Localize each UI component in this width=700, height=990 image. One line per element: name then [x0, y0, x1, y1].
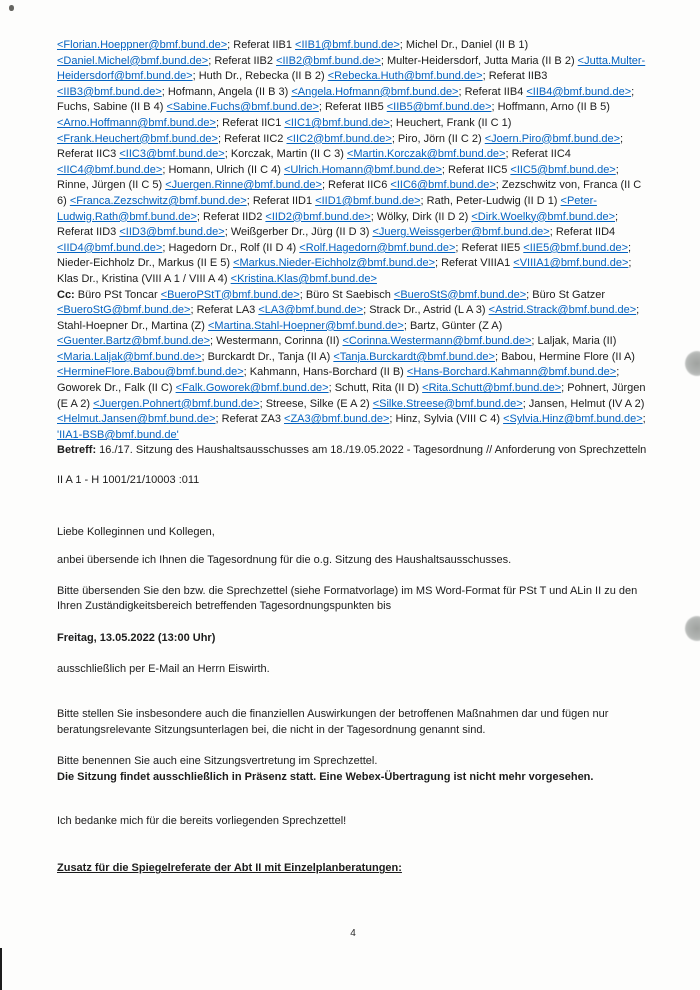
email-link[interactable]: <Sabine.Fuchs@bmf.bund.de> [166, 101, 319, 114]
email-link[interactable]: <Hans-Borchard.Kahmann@bmf.bund.de> [406, 366, 617, 379]
salutation: Liebe Kolleginnen und Kollegen, [57, 525, 215, 538]
cc-line [57, 288, 649, 444]
paragraph-vertretung: Bitte benennen Sie auch eine Sitzungsvertretung im Sprechzettel. [57, 755, 378, 768]
reference-number: II A 1 - H 1001/21/10003 :011 [57, 474, 200, 487]
email-link[interactable]: <Tanja.Burckardt@bmf.bund.de> [333, 350, 495, 363]
email-link[interactable]: <HermineFlore.Babou@bmf.bund.de> [57, 366, 244, 379]
email-link[interactable]: <Sylvia.Hinz@bmf.bund.de> [503, 413, 643, 426]
email-link[interactable]: <Ulrich.Homann@bmf.bund.de> [283, 163, 442, 176]
email-link[interactable]: <Rebecka.Huth@bmf.bund.de> [327, 70, 483, 83]
paragraph-finanzen: Bitte stellen Sie insbesondere auch die finanziellen Auswirkungen der betroffenen Maßnahmen dar und fügen nur beratungsrelevante Sitzungsunterlagen bei, die nicht in der Tagesordnung genannt sind. [57, 708, 609, 736]
email-link[interactable]: <IIC2@bmf.bund.de> [286, 132, 392, 145]
email-link[interactable]: <Juerg.Weissgerber@bmf.bund.de> [372, 226, 550, 239]
email-link[interactable]: <Kristina.Klas@bmf.bund.de> [230, 272, 377, 285]
email-link[interactable]: <IIC4@bmf.bund.de> [57, 163, 163, 176]
email-link[interactable]: <IIE5@bmf.bund.de> [523, 241, 629, 254]
paragraph-praesenz: Die Sitzung findet ausschließlich in Präsenz statt. Eine Webex-Übertragung ist nicht mehr vorgesehen. [57, 770, 594, 783]
email-link[interactable]: <ZA3@bmf.bund.de> [284, 413, 390, 426]
subject-label: Betreff: [57, 444, 97, 457]
email-link[interactable]: <IIC6@bmf.bund.de> [390, 179, 496, 192]
email-link[interactable]: <Peter-Ludwig.Rath@bmf.bund.de> [57, 194, 597, 223]
email-link[interactable]: <IIB5@bmf.bund.de> [386, 101, 492, 114]
email-link[interactable]: <LA3@bmf.bund.de> [258, 304, 364, 317]
email-link[interactable]: <IID3@bmf.bund.de> [119, 226, 225, 239]
paragraph-email-only: ausschließlich per E-Mail an Herrn Eiswirth. [57, 662, 270, 675]
email-link[interactable]: <Juergen.Rinne@bmf.bund.de> [165, 179, 322, 192]
email-link[interactable]: <Martina.Stahl-Hoepner@bmf.bund.de> [208, 319, 404, 332]
email-link[interactable]: <IIB4@bmf.bund.de> [526, 85, 632, 98]
email-link[interactable]: <Angela.Hofmann@bmf.bund.de> [291, 85, 459, 98]
subject-text: 16./17. Sitzung des Haushaltsausschusses am 18./19.05.2022 - Tagesordnung // Anforderung von Sprechzetteln [96, 444, 647, 457]
paragraph-tagesordnung: anbei übersende ich Ihnen die Tagesordnung für die o.g. Sitzung des Haushaltsausschusses. [57, 554, 512, 567]
recipients-list: <Florian.Hoeppner@bmf.bund.de>; Referat IIB1 <IIB1@bmf.bund.de>; Michel Dr., Daniel (II B 1) <Daniel.Michel@bmf.bund.de>; Referat IIB2 <IIB2@bmf.bund.de>; Multer-Heidersdorf, Jutta Maria (II B 2) <Jutta.Multer-Heidersdorf@bmf.bund.de>; Huth Dr., Rebecka (II B 2) <Rebecka.Huth@bmf.bund.de>; Referat IIB3 <IIB3@bmf.bund.de>; Hofmann, Angela (II B 3) <Angela.Hofmann@bmf.bund.de>; Referat IIB4 <IIB4@bmf.bund.de>; Fuchs, Sabine (II B 4) <Sabine.Fuchs@bmf.bund.de>; Referat IIB5 <IIB5@bmf.bund.de>; Hoffmann, Arno (II B 5) <Arno.Hoffmann@bmf.bund.de>; Referat IIC1 <IIC1@bmf.bund.de>; Heuchert, Frank (II C 1) <Frank.Heuchert@bmf.bund.de>; Referat IIC2 <IIC2@bmf.bund.de>; Piro, Jörn (II C 2) <Joern.Piro@bmf.bund.de>; Referat IIC3 <IIC3@bmf.bund.de>; Korczak, Martin (II C 3) <Martin.Korczak@bmf.bund.de>; Referat IIC4 <IIC4@bmf.bund.de>; Homann, Ulrich (II C 4) <Ulrich.Homann@bmf.bund.de>; Referat IIC5 <IIC5@bmf.bund.de>; Rinne, Jürgen (II C 5) <Juergen.Rinne@bmf.bund.de>; Referat IIC6 <IIC6@bmf.bund.de>; Zezschwitz von, Franca (II C 6) <Franca.Zezschwitz@bmf.bund.de>; Referat IID1 <IID1@bmf.bund.de>; Rath, Peter-Ludwig (II D 1) <Peter-Ludwig.Rath@bmf.bund.de>; Referat IID2 <IID2@bmf.bund.de>; Wölky, Dirk (II D 2) <Dirk.Woelky@bmf.bund.de>; Referat IID3 <IID3@bmf.bund.de>; Weißgerber Dr., Jürg (II D 3) <Juerg.Weissgerber@bmf.bund.de>; Referat IID4 <IID4@bmf.bund.de>; Hagedorn Dr., Rolf (II D 4) <Rolf.Hagedorn@bmf.bund.de>; Referat IIE5 <IIE5@bmf.bund.de>; Nieder-Eichholz Dr., Markus (II E 5) <Markus.Nieder-Eichholz@bmf.bund.de>; Referat VIIIA1 <VIIIA1@bmf.bund.de>; Klas Dr., Kristina (VIII A 1 / VIII A 4) <Kristina.Klas@bmf.bund.de> [57, 39, 646, 285]
email-link[interactable]: <Florian.Hoeppner@bmf.bund.de> [57, 39, 228, 51]
punch-hole-icon [685, 616, 700, 641]
email-link[interactable]: <Franca.Zezschwitz@bmf.bund.de> [69, 194, 247, 207]
zusatz-heading: Zusatz für die Spiegelreferate der Abt II mit Einzelplanberatungen: [57, 862, 402, 875]
email-link[interactable]: <Falk.Goworek@bmf.bund.de> [175, 382, 329, 395]
email-link[interactable]: <Jutta.Multer-Heidersdorf@bmf.bund.de> [57, 54, 646, 83]
email-link[interactable]: <Silke.Streese@bmf.bund.de> [372, 397, 523, 410]
email-link[interactable]: 'IIA1-BSB@bmf.bund.de' [57, 428, 179, 441]
paragraph-sprechzettel: Bitte übersenden Sie den bzw. die Sprechzettel (siehe Formatvorlage) im MS Word-Format für PSt T und ALin II zu den Ihren Zuständigkeitsbereich betreffenden Tagesordnungspunkten bis [57, 584, 638, 613]
email-link[interactable]: <Daniel.Michel@bmf.bund.de> [57, 54, 209, 67]
email-link[interactable]: <Frank.Heuchert@bmf.bund.de> [57, 132, 218, 145]
email-link[interactable]: <Guenter.Bartz@bmf.bund.de> [57, 335, 211, 348]
email-link[interactable]: <IIB1@bmf.bund.de> [295, 39, 400, 51]
email-link[interactable]: <IID1@bmf.bund.de> [315, 194, 421, 207]
email-link[interactable]: <Corinna.Westermann@bmf.bund.de> [342, 335, 532, 348]
scan-artifact-speck [9, 5, 14, 11]
cc-recipients: Büro PSt Toncar <BueroPStT@bmf.bund.de>; Büro St Saebisch <BueroStS@bmf.bund.de>; Büro St Gatzer <BueroStG@bmf.bund.de>; Referat LA3 <LA3@bmf.bund.de>; Strack Dr., Astrid (L A 3) <Astrid.Strack@bmf.bund.de>; Stahl-Hoepner Dr., Martina (Z) <Martina.Stahl-Hoepner@bmf.bund.de>; Bartz, Günter (Z A) <Guenter.Bartz@bmf.bund.de>; Westermann, Corinna (II) <Corinna.Westermann@bmf.bund.de>; Laljak, Maria (II) <Maria.Laljak@bmf.bund.de>; Burckardt Dr., Tanja (II A) <Tanja.Burckardt@bmf.bund.de>; Babou, Hermine Flore (II A) <HermineFlore.Babou@bmf.bund.de>; Kahmann, Hans-Borchard (II B) <Hans-Borchard.Kahmann@bmf.bund.de>; Goworek Dr., Falk (II C) <Falk.Goworek@bmf.bund.de>; Schutt, Rita (II D) <Rita.Schutt@bmf.bund.de>; Pohnert, Jürgen (E A 2) <Juergen.Pohnert@bmf.bund.de>; Streese, Silke (E A 2) <Silke.Streese@bmf.bund.de>; Jansen, Helmut (IV A 2) <Helmut.Jansen@bmf.bund.de>; Referat ZA3 <ZA3@bmf.bund.de>; Hinz, Sylvia (VIII C 4) <Sylvia.Hinz@bmf.bund.de>; 'IIA1-BSB@bmf.bund.de' [57, 288, 646, 441]
email-link[interactable]: <Martin.Korczak@bmf.bund.de> [346, 148, 506, 161]
email-link[interactable]: <IIC5@bmf.bund.de> [510, 163, 616, 176]
scan-artifact-edge [0, 948, 2, 990]
email-link[interactable]: <Juergen.Pohnert@bmf.bund.de> [93, 397, 260, 410]
email-link[interactable]: <IIC3@bmf.bund.de> [119, 148, 225, 161]
email-link[interactable]: <BueroStS@bmf.bund.de> [393, 288, 527, 301]
page-number: 4 [350, 928, 356, 939]
email-link[interactable]: <IIB3@bmf.bund.de> [57, 85, 162, 98]
email-link[interactable]: <IIB2@bmf.bund.de> [276, 54, 381, 67]
subject-line [57, 443, 649, 459]
email-link[interactable]: <Joern.Piro@bmf.bund.de> [484, 132, 621, 145]
email-link[interactable]: <BueroPStT@bmf.bund.de> [160, 288, 300, 301]
email-link[interactable]: <IID4@bmf.bund.de> [57, 241, 163, 254]
email-link[interactable]: <Helmut.Jansen@bmf.bund.de> [57, 413, 216, 426]
email-link[interactable]: <Astrid.Strack@bmf.bund.de> [488, 304, 637, 317]
email-link[interactable]: <Arno.Hoffmann@bmf.bund.de> [57, 116, 216, 129]
email-body [57, 38, 649, 877]
cc-label: Cc: [57, 288, 75, 301]
email-link[interactable]: <Markus.Nieder-Eichholz@bmf.bund.de> [233, 257, 435, 270]
deadline: Freitag, 13.05.2022 (13:00 Uhr) [57, 632, 216, 644]
email-link[interactable]: <Maria.Laljak@bmf.bund.de> [57, 350, 202, 363]
email-link[interactable]: <BueroStG@bmf.bund.de> [57, 304, 191, 317]
email-link[interactable]: <Rolf.Hagedorn@bmf.bund.de> [299, 241, 456, 254]
paragraph-danke: Ich bedanke mich für die bereits vorliegenden Sprechzettel! [57, 814, 347, 827]
email-link[interactable]: <VIIIA1@bmf.bund.de> [513, 257, 629, 270]
punch-hole-icon [685, 351, 700, 376]
email-link[interactable]: <IID2@bmf.bund.de> [265, 210, 371, 223]
email-link[interactable]: <IIC1@bmf.bund.de> [284, 116, 390, 129]
email-link[interactable]: <Dirk.Woelky@bmf.bund.de> [471, 210, 616, 223]
email-link[interactable]: <Rita.Schutt@bmf.bund.de> [422, 382, 562, 395]
